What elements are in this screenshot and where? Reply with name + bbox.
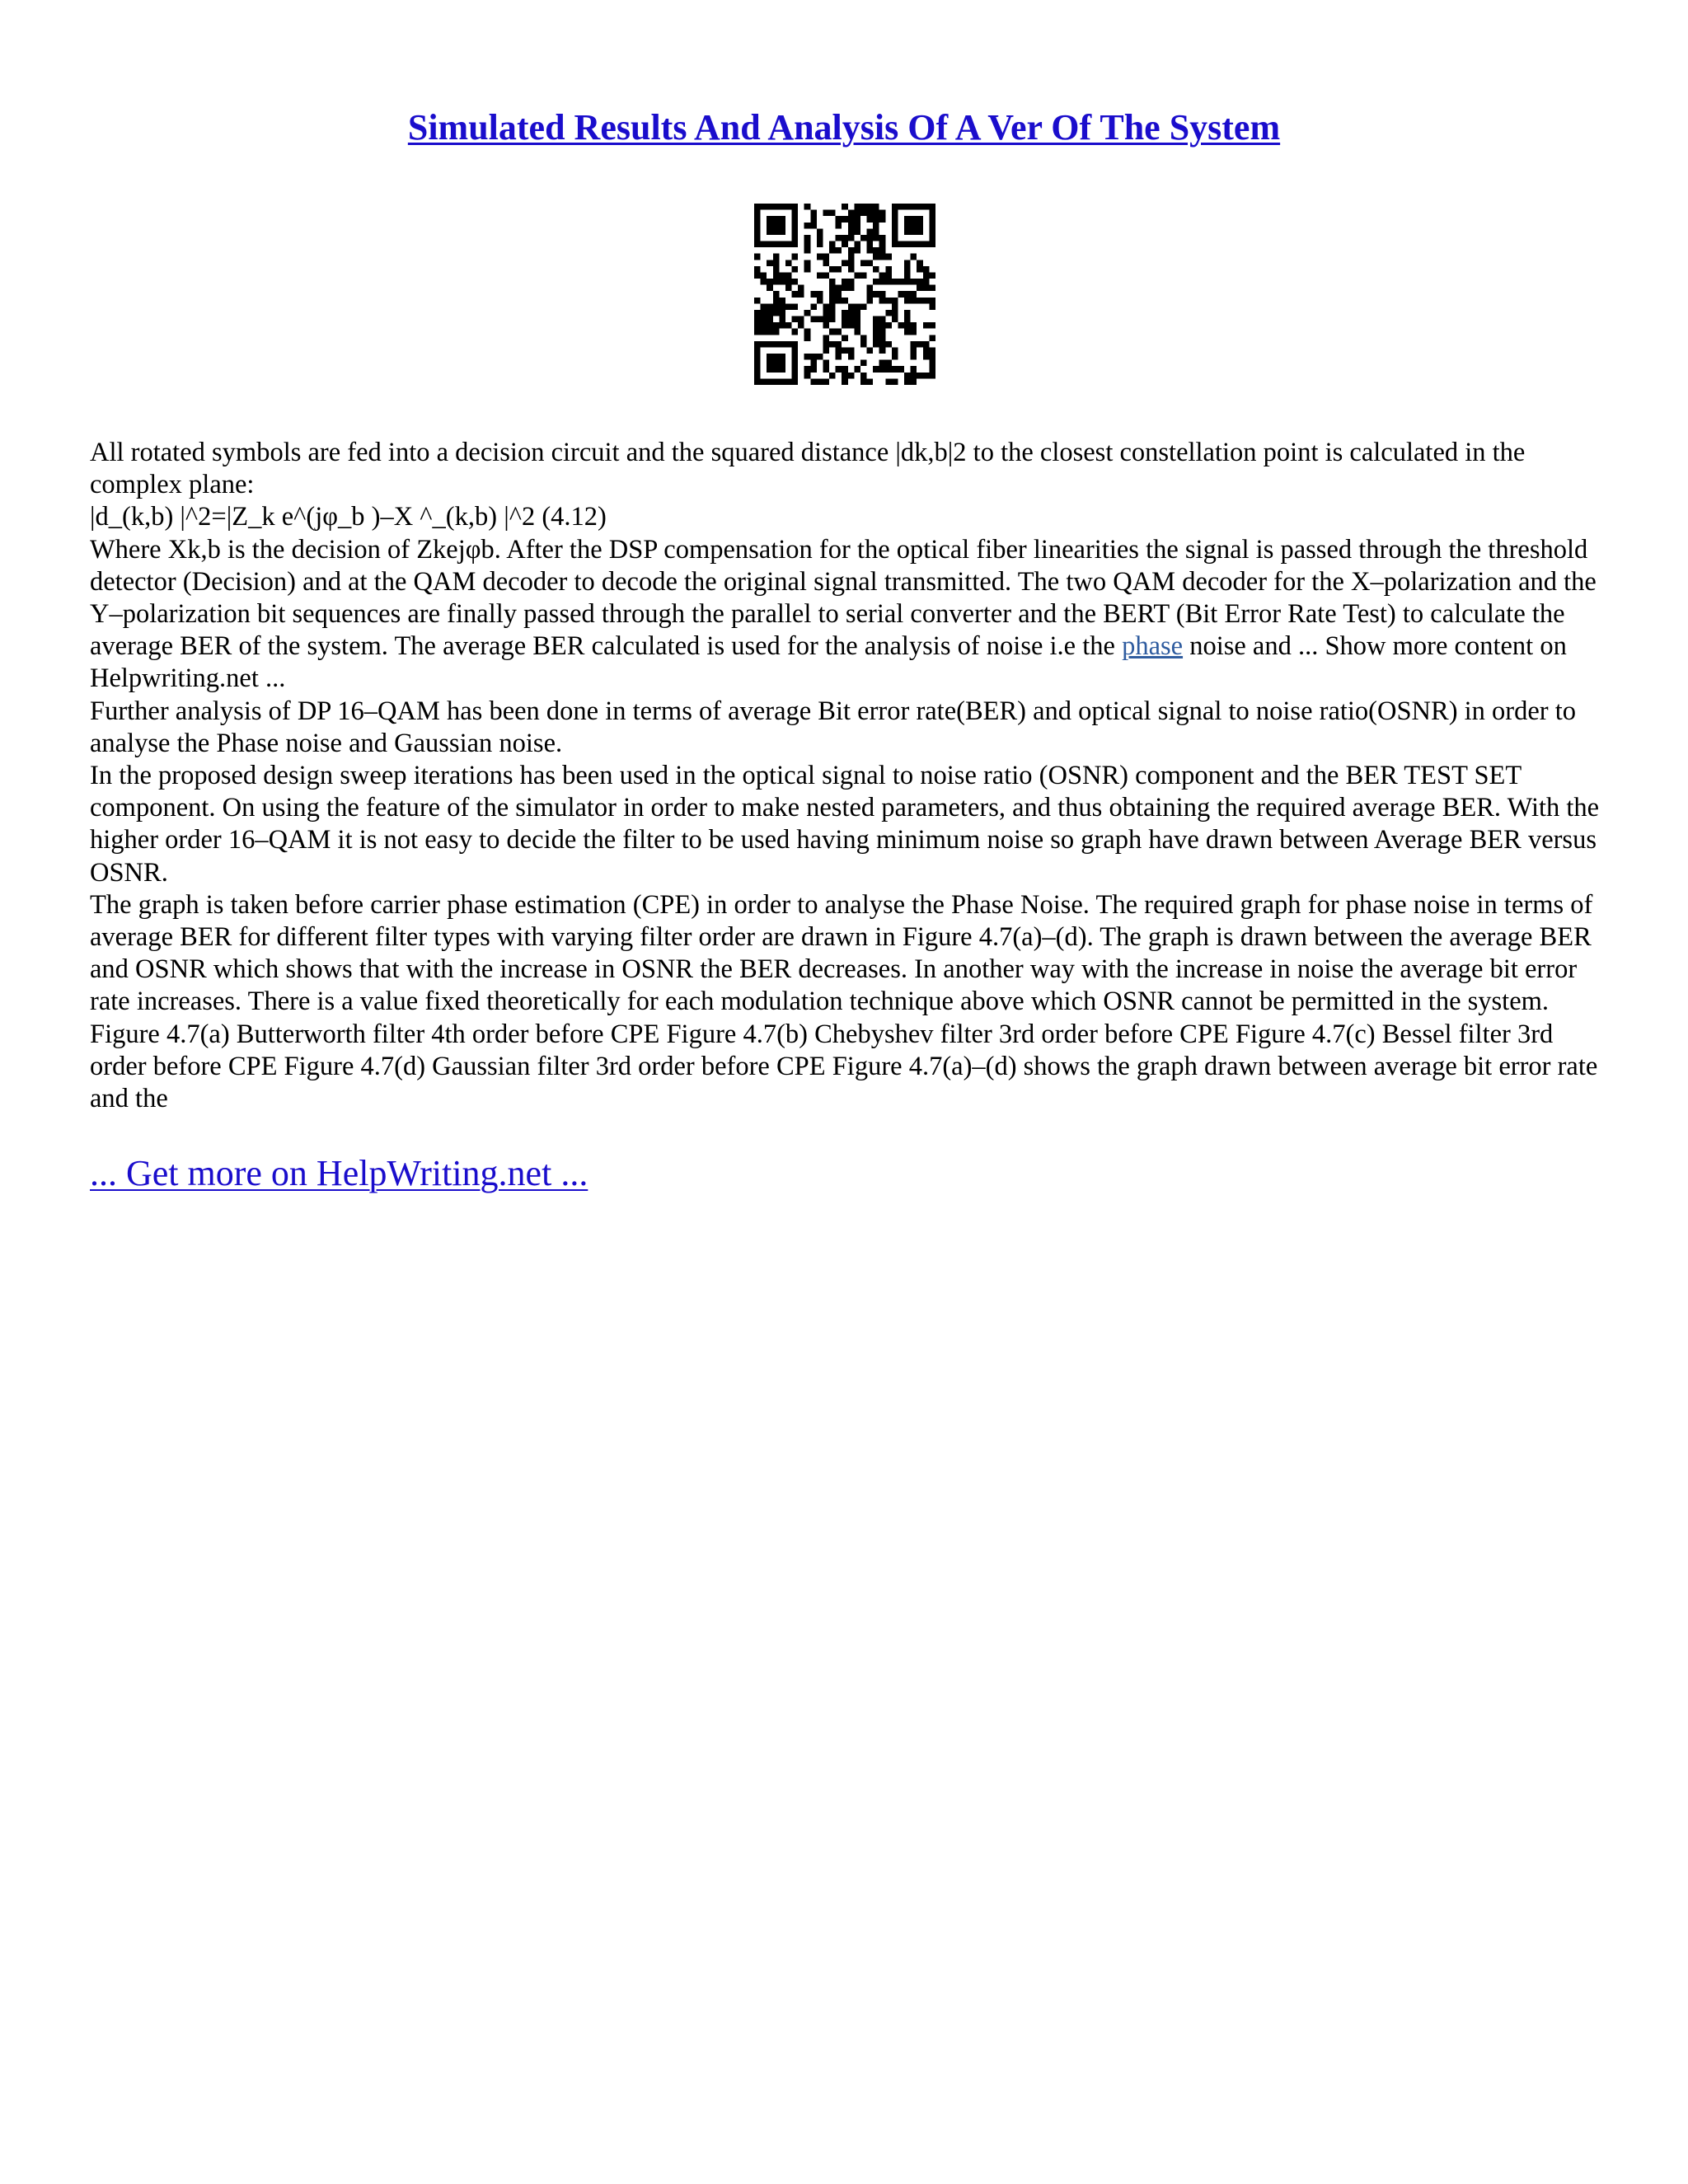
equation-line: |d_(k,b) |^2=|Z_k e^(jφ_b )–X ^_(k,b) |^2 (4.12): [90, 502, 607, 532]
paragraph-sweep-iterations: In the proposed design sweep iterations has been used in the optical signal to noise ratio (OSNR) component and the BER TEST SET component. On using the feature of the simulator in order to make nested parameters, and thus obtaining the required average BER. With the higher order 16–QAM it is not easy to decide the filter to be used having minimum noise so graph have drawn between Average BER versus OSNR.: [90, 761, 1600, 888]
article-body: [90, 437, 1606, 1115]
paragraph-intro: All rotated symbols are fed into a decision circuit and the squared distance |dk,b|2 to the closest constellation point is calculated in the complex plane:: [90, 438, 1526, 500]
paragraph-decision: [90, 534, 1606, 696]
title-link[interactable]: Simulated Results And Analysis Of A Ver Of The System: [407, 107, 1281, 148]
paragraph-decision-text: Where Xk,b is the decision of Zkejφb. After the DSP compensation for the optical fiber linearities the signal is passed through the threshold detector (Decision) and at the QAM decoder to decode the original signal transmitted. The two QAM decoder for the X–polarization and the Y–polarization bit sequences are finally passed through the parallel to serial converter and the BERT (Bit Error Rate Test) to calculate the average BER of the system. The average BER calculated is used for the analysis of noise i.e the: [90, 534, 1597, 662]
paragraph-further-analysis: Further analysis of DP 16–QAM has been done in terms of average Bit error rate(BER) and optical signal to noise ratio(OSNR) in order to analyse the Phase noise and Gaussian noise.: [90, 696, 1577, 758]
phase-link[interactable]: phase: [1122, 631, 1184, 662]
get-more-container: [90, 1151, 588, 1197]
get-more-link[interactable]: ... Get more on HelpWriting.net ...: [90, 1153, 588, 1193]
page-title: [0, 104, 1688, 152]
paragraph-graph-description: The graph is taken before carrier phase estimation (CPE) in order to analyse the Phase Noise. The required graph for phase noise in terms of average BER for different filter types with varying filter order are drawn in Figure 4.7(a)–(d). The graph is drawn between the average BER and OSNR which shows that with the increase in OSNR the BER decreases. In another way with the increase in noise the average bit error rate increases. There is a value fixed theoretically for each modulation technique above which OSNR cannot be permitted in the system. Figure 4.7(a) Butterworth filter 4th order before CPE Figure 4.7(b) Chebyshev filter 3rd order before CPE Figure 4.7(c) Bessel filter 3rd order before CPE Figure 4.7(d) Gaussian filter 3rd order before CPE Figure 4.7(a)–(d) shows the graph drawn between average bit error rate and the: [90, 889, 1598, 1114]
paragraph-decision-tail: noise and ... Show more content on Helpwriting.net ...: [90, 631, 1567, 694]
qr-code-icon: [754, 204, 935, 385]
